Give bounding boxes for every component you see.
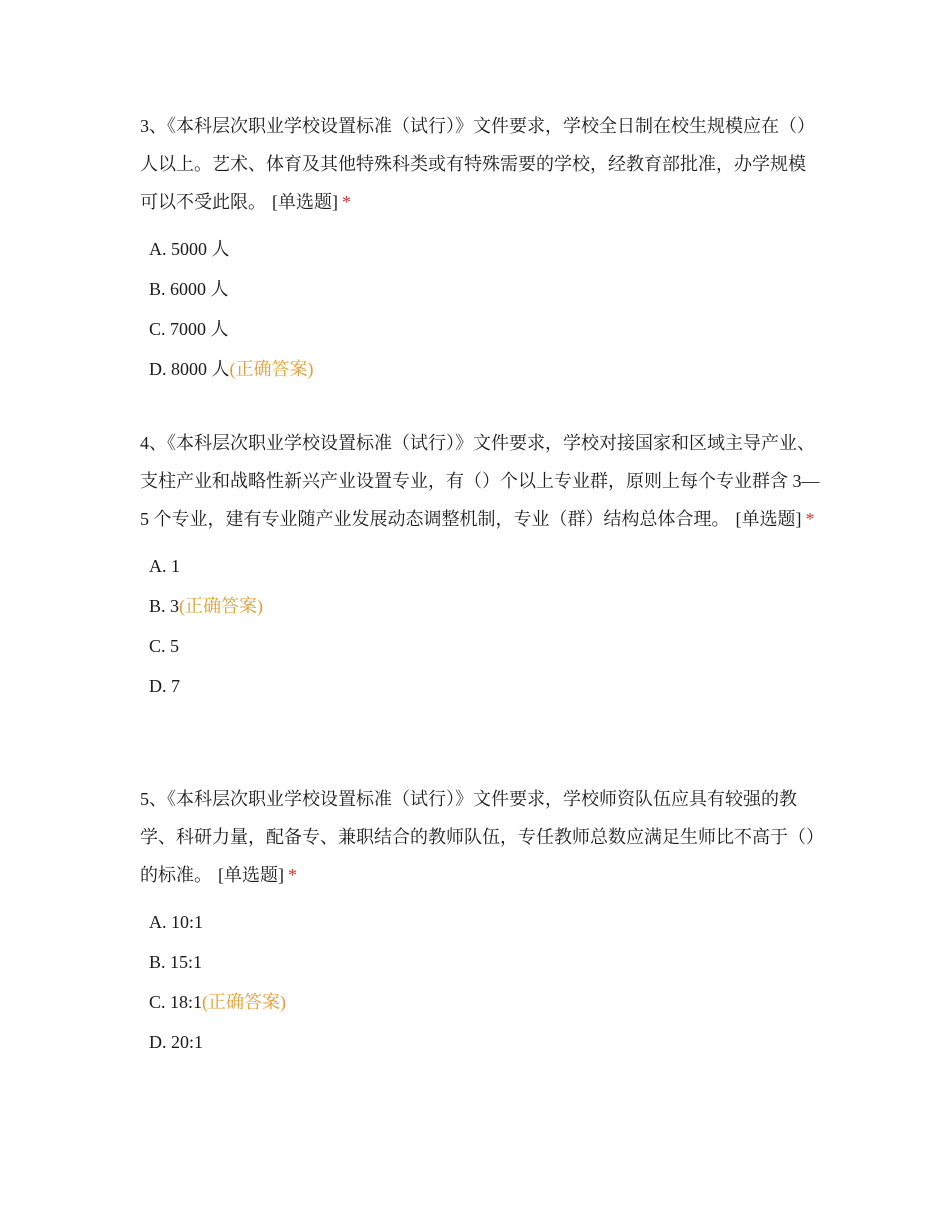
required-mark: * — [288, 865, 297, 885]
question-3 — [140, 107, 820, 389]
option-label: A. 1 — [149, 556, 180, 576]
option-label: B. 6000 人 — [149, 279, 229, 299]
option-label: A. 5000 人 — [149, 239, 230, 259]
option-c[interactable] — [149, 309, 820, 349]
question-number: 4、 — [140, 433, 167, 453]
option-b[interactable] — [149, 586, 820, 626]
option-d[interactable] — [149, 1022, 820, 1062]
option-b[interactable] — [149, 942, 820, 982]
correct-answer-mark: (正确答案) — [179, 596, 264, 616]
option-d[interactable] — [149, 666, 820, 706]
option-d[interactable] — [149, 349, 820, 389]
option-c[interactable] — [149, 982, 820, 1022]
question-text — [140, 780, 820, 894]
question-number: 5、 — [140, 789, 167, 809]
option-label: C. 7000 人 — [149, 319, 229, 339]
option-label: C. 18:1 — [149, 992, 203, 1012]
required-mark: * — [342, 192, 351, 212]
option-label: B. 15:1 — [149, 952, 203, 972]
question-4 — [140, 424, 820, 706]
required-mark: * — [805, 509, 815, 529]
option-label: C. 5 — [149, 636, 180, 656]
question-text — [140, 107, 820, 221]
option-c[interactable] — [149, 626, 820, 666]
option-a[interactable] — [149, 229, 820, 269]
option-b[interactable] — [149, 269, 820, 309]
option-label: D. 8000 人 — [149, 359, 230, 379]
option-label: D. 20:1 — [149, 1032, 203, 1052]
question-type-label: [单选题] — [218, 865, 284, 885]
question-type-label: [单选题] — [272, 192, 338, 212]
question-body: 《本科层次职业学校设置标准（试行）》文件要求，学校对接国家和区域主导产业、支柱产业和战略性新兴产业设置专业，有（）个以上专业群，原则上每个专业群含 3—5 个专业，建有专业随产业发展动态调整机制，专业（群）结构总体合理。 — [140, 433, 820, 529]
correct-answer-mark: (正确答案) — [202, 992, 287, 1012]
option-list — [140, 902, 820, 1062]
option-label: A. 10:1 — [149, 912, 203, 932]
correct-answer-mark: (正确答案) — [229, 359, 314, 379]
question-number: 3、 — [140, 116, 167, 136]
option-list — [140, 546, 820, 706]
question-type-label: [单选题] — [735, 509, 802, 529]
question-5 — [140, 780, 820, 1062]
option-list — [140, 229, 820, 389]
option-label: D. 7 — [149, 676, 180, 696]
option-a[interactable] — [149, 902, 820, 942]
question-body: 《本科层次职业学校设置标准（试行）》文件要求，学校师资队伍应具有较强的教学、科研力量，配备专、兼职结合的教师队伍，专任教师总数应满足生师比不高于（）的标准。 — [140, 789, 815, 885]
question-text — [140, 424, 820, 538]
option-label: B. 3 — [149, 596, 180, 616]
question-body: 《本科层次职业学校设置标准（试行）》文件要求，学校全日制在校生规模应在（）人以上。艺术、体育及其他特殊科类或有特殊需要的学校，经教育部批准，办学规模可以不受此限。 — [140, 116, 815, 212]
option-a[interactable] — [149, 546, 820, 586]
